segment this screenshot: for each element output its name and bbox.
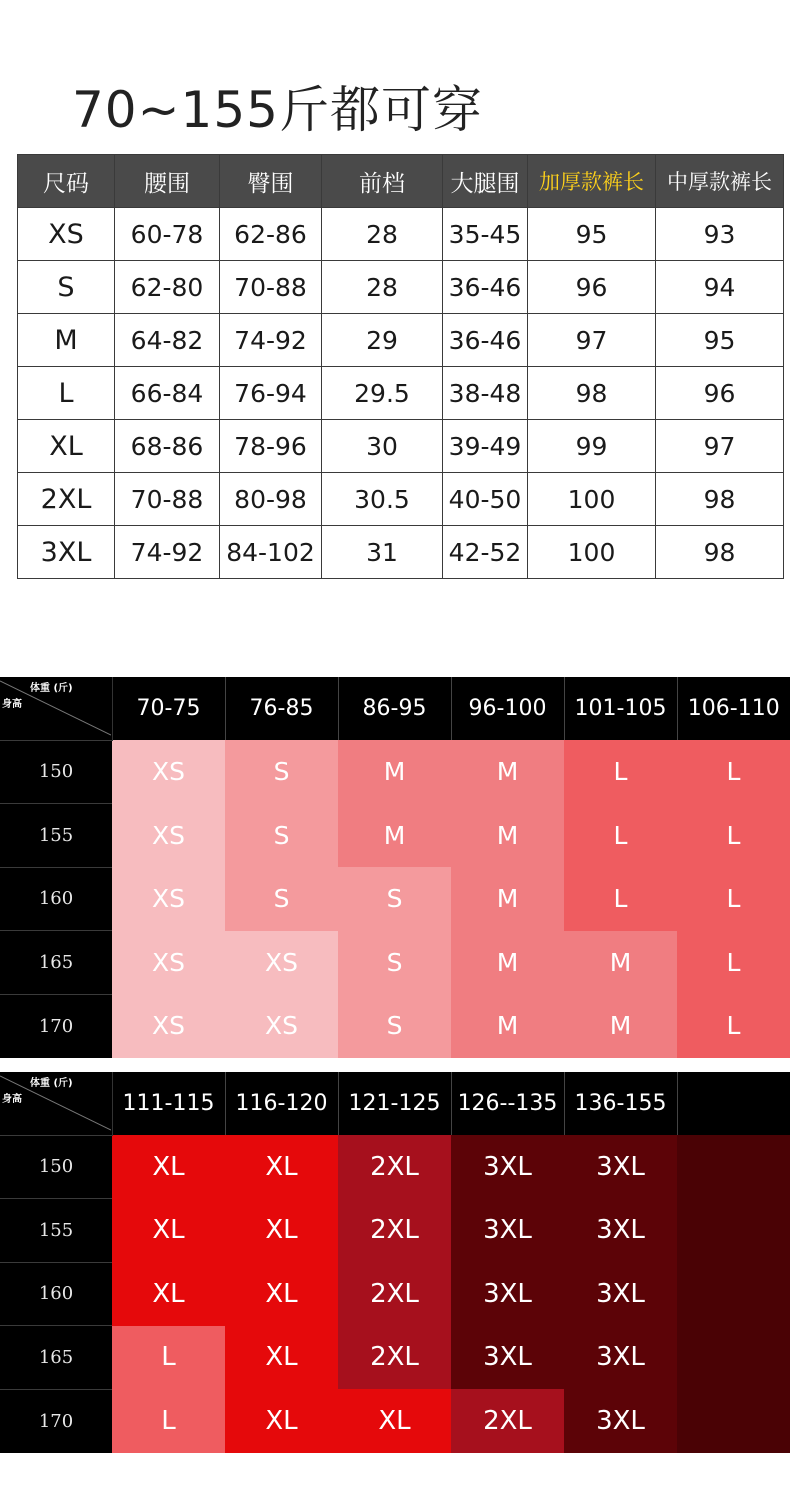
weight-range-header: 70-75	[112, 677, 225, 740]
size-cell: 2XL	[338, 1135, 451, 1199]
header-thigh: 大腿围	[443, 155, 528, 208]
chart-row	[0, 867, 790, 931]
cell-thigh: 36-46	[443, 314, 528, 367]
size-table-row	[18, 367, 784, 420]
size-cell: 3XL	[451, 1135, 564, 1199]
size-cell: 3XL	[451, 1262, 564, 1326]
page-title: 70~155斤都可穿	[72, 81, 483, 139]
size-cell: L	[677, 804, 790, 868]
size-cell: 3XL	[564, 1199, 677, 1263]
weight-range-header: 116-120	[225, 1072, 338, 1135]
chart-row	[0, 1262, 790, 1326]
cell-waist: 70-88	[115, 473, 220, 526]
size-cell: S	[225, 867, 338, 931]
size-cell: 3XL	[564, 1262, 677, 1326]
chart-row	[0, 1199, 790, 1263]
cell-thick-length: 95	[528, 208, 656, 261]
size-table-row	[18, 420, 784, 473]
size-cell: 3XL	[564, 1135, 677, 1199]
cell-front-rise: 31	[322, 526, 443, 579]
size-cell: L	[112, 1389, 225, 1453]
cell-size: XS	[18, 208, 115, 261]
cell-thigh: 39-49	[443, 420, 528, 473]
cell-medium-length: 98	[656, 526, 784, 579]
cell-medium-length: 95	[656, 314, 784, 367]
cell-medium-length: 97	[656, 420, 784, 473]
size-cell: L	[564, 740, 677, 804]
cell-size: XL	[18, 420, 115, 473]
cell-front-rise: 28	[322, 208, 443, 261]
cell-thigh: 40-50	[443, 473, 528, 526]
size-cell: M	[564, 931, 677, 995]
weight-height-chart-2	[0, 1072, 790, 1453]
size-cell: L	[564, 867, 677, 931]
cell-size: 2XL	[18, 473, 115, 526]
size-cell	[677, 1326, 790, 1390]
size-cell: XS	[112, 740, 225, 804]
cell-thick-length: 98	[528, 367, 656, 420]
size-cell: M	[451, 994, 564, 1058]
size-cell: 3XL	[564, 1389, 677, 1453]
size-cell: 3XL	[451, 1199, 564, 1263]
size-cell: M	[338, 740, 451, 804]
weight-range-header: 126--135	[451, 1072, 564, 1135]
size-cell: M	[451, 931, 564, 995]
cell-thick-length: 96	[528, 261, 656, 314]
cell-hip: 84-102	[220, 526, 322, 579]
size-cell: L	[677, 867, 790, 931]
cell-hip: 78-96	[220, 420, 322, 473]
size-cell: XL	[112, 1135, 225, 1199]
chart-row	[0, 740, 790, 804]
size-cell: L	[112, 1326, 225, 1390]
size-cell: L	[677, 994, 790, 1058]
height-label: 150	[0, 740, 112, 804]
size-cell: M	[564, 994, 677, 1058]
cell-thick-length: 99	[528, 420, 656, 473]
cell-hip: 62-86	[220, 208, 322, 261]
size-cell: M	[451, 804, 564, 868]
cell-front-rise: 29	[322, 314, 443, 367]
weight-range-header: 86-95	[338, 677, 451, 740]
size-cell: S	[225, 740, 338, 804]
size-cell: S	[338, 867, 451, 931]
corner-weight-label: 体重 (斤)	[30, 1078, 73, 1090]
height-label: 160	[0, 867, 112, 931]
height-label: 165	[0, 1326, 112, 1390]
cell-waist: 64-82	[115, 314, 220, 367]
size-cell: XL	[225, 1262, 338, 1326]
corner-height-label: 身高	[2, 699, 22, 711]
size-cell: XS	[112, 994, 225, 1058]
height-label: 170	[0, 1389, 112, 1453]
size-cell: XS	[112, 931, 225, 995]
height-label: 165	[0, 931, 112, 995]
header-thick-length: 加厚款裤长	[528, 155, 656, 208]
header-hip: 臀围	[220, 155, 322, 208]
size-cell: XS	[225, 994, 338, 1058]
size-table-row	[18, 473, 784, 526]
height-label: 155	[0, 1199, 112, 1263]
cell-thigh: 38-48	[443, 367, 528, 420]
size-cell	[677, 1199, 790, 1263]
size-cell: M	[338, 804, 451, 868]
weight-range-header: 96-100	[451, 677, 564, 740]
chart-corner-header	[0, 1072, 112, 1135]
size-cell: XL	[112, 1199, 225, 1263]
cell-thick-length: 100	[528, 526, 656, 579]
cell-waist: 74-92	[115, 526, 220, 579]
size-cell: S	[338, 931, 451, 995]
cell-medium-length: 98	[656, 473, 784, 526]
height-label: 160	[0, 1262, 112, 1326]
cell-waist: 60-78	[115, 208, 220, 261]
cell-hip: 80-98	[220, 473, 322, 526]
chart-row	[0, 931, 790, 995]
header-waist: 腰围	[115, 155, 220, 208]
cell-thigh: 36-46	[443, 261, 528, 314]
size-table-row	[18, 314, 784, 367]
size-cell: XL	[225, 1389, 338, 1453]
weight-height-chart-1	[0, 677, 790, 1058]
size-cell: L	[677, 931, 790, 995]
size-cell	[677, 1135, 790, 1199]
size-cell	[677, 1389, 790, 1453]
size-cell: M	[451, 740, 564, 804]
size-table-row	[18, 261, 784, 314]
size-cell: XL	[225, 1326, 338, 1390]
cell-front-rise: 28	[322, 261, 443, 314]
cell-size: 3XL	[18, 526, 115, 579]
size-cell: 3XL	[564, 1326, 677, 1390]
cell-thick-length: 97	[528, 314, 656, 367]
cell-hip: 76-94	[220, 367, 322, 420]
cell-hip: 74-92	[220, 314, 322, 367]
cell-size: M	[18, 314, 115, 367]
cell-thigh: 42-52	[443, 526, 528, 579]
weight-range-header: 121-125	[338, 1072, 451, 1135]
chart-row	[0, 804, 790, 868]
cell-medium-length: 93	[656, 208, 784, 261]
cell-size: L	[18, 367, 115, 420]
weight-range-header: 76-85	[225, 677, 338, 740]
size-cell: XL	[112, 1262, 225, 1326]
cell-medium-length: 94	[656, 261, 784, 314]
height-label: 150	[0, 1135, 112, 1199]
size-table	[17, 154, 784, 579]
size-cell: 2XL	[338, 1326, 451, 1390]
size-table-row	[18, 526, 784, 579]
size-table-header-row	[18, 155, 784, 208]
cell-waist: 68-86	[115, 420, 220, 473]
chart-row	[0, 1135, 790, 1199]
size-cell: XL	[338, 1389, 451, 1453]
size-cell: 3XL	[451, 1326, 564, 1390]
weight-range-header: 111-115	[112, 1072, 225, 1135]
size-cell: XS	[112, 804, 225, 868]
size-cell: 2XL	[338, 1262, 451, 1326]
header-front-rise: 前档	[322, 155, 443, 208]
size-cell: S	[338, 994, 451, 1058]
weight-range-header: 101-105	[564, 677, 677, 740]
chart-corner-header	[0, 677, 112, 740]
height-label: 170	[0, 994, 112, 1058]
corner-height-label: 身高	[2, 1094, 22, 1106]
size-cell: XS	[112, 867, 225, 931]
cell-front-rise: 30.5	[322, 473, 443, 526]
cell-thick-length: 100	[528, 473, 656, 526]
header-medium-length: 中厚款裤长	[656, 155, 784, 208]
chart-row	[0, 994, 790, 1058]
size-table-row	[18, 208, 784, 261]
cell-waist: 66-84	[115, 367, 220, 420]
cell-waist: 62-80	[115, 261, 220, 314]
size-cell: L	[564, 804, 677, 868]
header-size: 尺码	[18, 155, 115, 208]
weight-range-header: 136-155	[564, 1072, 677, 1135]
height-label: 155	[0, 804, 112, 868]
size-cell: L	[677, 740, 790, 804]
size-cell: 2XL	[451, 1389, 564, 1453]
size-cell: M	[451, 867, 564, 931]
weight-range-header: 106-110	[677, 677, 790, 740]
cell-size: S	[18, 261, 115, 314]
corner-weight-label: 体重 (斤)	[30, 683, 73, 695]
size-cell: 2XL	[338, 1199, 451, 1263]
size-cell: S	[225, 804, 338, 868]
cell-medium-length: 96	[656, 367, 784, 420]
chart-row	[0, 1389, 790, 1453]
size-cell: XL	[225, 1135, 338, 1199]
chart-row	[0, 1326, 790, 1390]
cell-front-rise: 30	[322, 420, 443, 473]
cell-hip: 70-88	[220, 261, 322, 314]
size-cell	[677, 1262, 790, 1326]
weight-range-header	[677, 1072, 790, 1135]
cell-front-rise: 29.5	[322, 367, 443, 420]
cell-thigh: 35-45	[443, 208, 528, 261]
size-cell: XS	[225, 931, 338, 995]
size-cell: XL	[225, 1199, 338, 1263]
